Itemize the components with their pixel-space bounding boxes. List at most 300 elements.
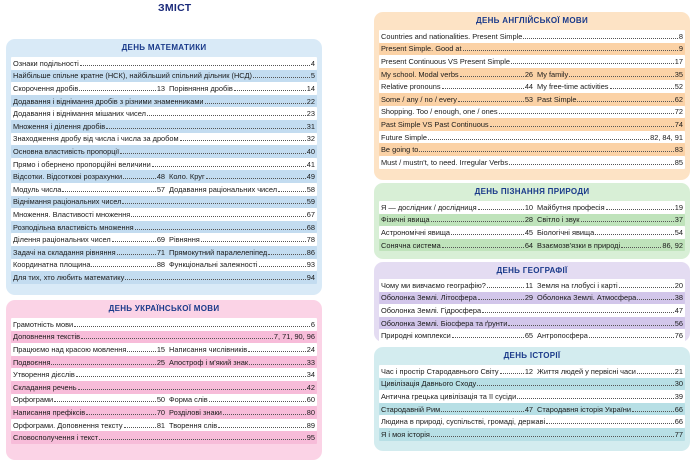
entry-title: Орфограми xyxy=(13,395,54,405)
entry-page: 59 xyxy=(306,197,315,207)
toc-entry[interactable] xyxy=(379,279,535,292)
toc-entry[interactable] xyxy=(11,259,167,272)
entry-page: 28 xyxy=(524,215,534,225)
entry-title: Relative pronouns xyxy=(381,82,441,92)
entry-title: Складання речень xyxy=(13,382,77,392)
toc-row xyxy=(379,156,685,169)
toc-entry[interactable] xyxy=(379,292,535,305)
dot-leader xyxy=(123,178,156,179)
toc-entry[interactable] xyxy=(11,406,167,419)
toc-entry[interactable] xyxy=(11,381,317,394)
dot-leader xyxy=(205,103,306,104)
toc-row xyxy=(11,356,317,369)
entry-title: Відсотки. Відсоткові розрахунки xyxy=(13,172,123,182)
toc-row xyxy=(11,133,317,146)
entry-page: 35 xyxy=(674,69,683,79)
entry-title: Прямокутний паралелепіпед xyxy=(169,247,268,257)
toc-row xyxy=(11,145,317,158)
entry-page: 53 xyxy=(524,94,534,104)
dot-leader xyxy=(249,364,306,365)
dot-leader xyxy=(80,65,310,66)
toc-row xyxy=(11,208,317,221)
entry-page: 17 xyxy=(674,56,683,66)
toc-entry[interactable] xyxy=(379,390,685,403)
toc-row xyxy=(11,381,317,394)
entry-title: Ділення раціональних чисел xyxy=(13,235,111,245)
toc-row xyxy=(11,170,317,183)
toc-entry[interactable] xyxy=(379,365,535,378)
toc-entry[interactable] xyxy=(379,378,685,391)
toc-entry[interactable] xyxy=(535,214,685,227)
entry-title: Астрономічні явища xyxy=(381,227,451,237)
entry-title: Some / any / no / every xyxy=(381,94,457,104)
toc-entry[interactable] xyxy=(11,70,317,83)
toc-row xyxy=(379,415,685,428)
entry-page: 82, 84, 91 xyxy=(650,132,683,142)
entry-title: Антична грецька цивілізація та її сусіди xyxy=(381,391,517,401)
toc-entry[interactable] xyxy=(11,95,317,108)
dot-leader xyxy=(152,166,306,167)
toc-entry[interactable] xyxy=(11,170,167,183)
dot-leader xyxy=(589,337,674,338)
toc-row xyxy=(11,318,317,331)
entry-page: 20 xyxy=(674,280,683,290)
toc-entry[interactable] xyxy=(11,246,167,259)
toc-entry[interactable] xyxy=(11,318,317,331)
entry-title: My free-time activities xyxy=(537,82,609,92)
entry-title: Антропосфера xyxy=(537,331,588,341)
dot-leader xyxy=(206,178,306,179)
entry-page: 7, 71, 90, 96 xyxy=(273,332,315,342)
entry-title: Біологічні явища xyxy=(537,227,595,237)
dot-leader xyxy=(91,266,155,267)
toc-row xyxy=(379,279,685,292)
toc-row xyxy=(379,390,685,403)
toc-row xyxy=(11,221,317,234)
toc-row xyxy=(11,82,317,95)
toc-row xyxy=(11,95,317,108)
dot-leader xyxy=(127,351,155,352)
toc-entry[interactable] xyxy=(11,419,167,432)
entry-page: 66 xyxy=(674,417,683,427)
entry-title: Віднімання раціональних чисел xyxy=(13,197,122,207)
entry-page: 5 xyxy=(310,71,315,81)
toc-entry[interactable] xyxy=(11,356,167,369)
toc-row xyxy=(379,292,685,305)
entry-page: 21 xyxy=(674,366,683,376)
toc-entry[interactable] xyxy=(11,107,317,120)
dot-leader xyxy=(117,254,156,255)
toc-entry[interactable] xyxy=(11,57,317,70)
dot-leader xyxy=(451,234,524,235)
entry-page: 95 xyxy=(306,433,315,443)
dot-leader xyxy=(508,325,673,326)
entry-title: Be going to xyxy=(381,145,419,155)
toc-entry[interactable] xyxy=(379,201,535,214)
toc-entry[interactable] xyxy=(535,279,685,292)
toc-entry[interactable] xyxy=(535,403,685,416)
dot-leader xyxy=(569,76,673,77)
toc-row xyxy=(11,246,317,259)
toc-entry[interactable] xyxy=(535,239,685,252)
dot-leader xyxy=(442,247,524,248)
entry-page: 70 xyxy=(156,407,166,417)
entry-page: 76 xyxy=(674,331,683,341)
toc-entry[interactable] xyxy=(379,118,685,131)
toc-entry[interactable] xyxy=(379,80,535,93)
entry-title: Фізичні явища xyxy=(381,215,430,225)
section-title: ДЕНЬ ПІЗНАННЯ ПРИРОДИ xyxy=(474,187,590,196)
toc-entry[interactable] xyxy=(11,183,167,196)
section-hist xyxy=(374,347,690,451)
entry-page: 54 xyxy=(674,227,683,237)
toc-row xyxy=(11,343,317,356)
toc-row xyxy=(11,259,317,272)
toc-row xyxy=(11,196,317,209)
entry-title: Земля на глобусі і карті xyxy=(537,280,618,290)
toc-row xyxy=(379,304,685,317)
entry-title: Present Continuous VS Present Simple xyxy=(381,56,510,66)
entry-title: Людина в природі, суспільстві, громаді, державі xyxy=(381,417,546,427)
dot-leader xyxy=(124,427,156,428)
toc-entry[interactable] xyxy=(11,331,317,344)
section-geo xyxy=(374,262,690,342)
section-title: ДЕНЬ АНГЛІЙСЬКОЇ МОВИ xyxy=(475,16,589,25)
section-title: ДЕНЬ ІСТОРІЇ xyxy=(503,351,561,360)
toc-row xyxy=(379,329,685,342)
toc-entry[interactable] xyxy=(379,55,685,68)
entry-page: 22 xyxy=(306,96,315,106)
dot-leader xyxy=(209,401,306,402)
dot-leader xyxy=(223,414,306,415)
toc-row xyxy=(11,183,317,196)
entry-page: 88 xyxy=(156,260,166,270)
toc-row xyxy=(379,365,685,378)
toc-entry[interactable] xyxy=(379,329,535,342)
dot-leader xyxy=(621,247,661,248)
entry-page: 25 xyxy=(156,357,166,367)
entry-title: Present Simple. Good at xyxy=(381,44,462,54)
toc-entry[interactable] xyxy=(379,106,685,119)
entry-title: Природні комплекси xyxy=(381,331,451,341)
toc-entry[interactable] xyxy=(379,143,685,156)
entry-page: 39 xyxy=(674,391,683,401)
toc-entry[interactable] xyxy=(11,120,317,133)
toc-entry[interactable] xyxy=(11,82,167,95)
dot-leader xyxy=(482,312,674,313)
entry-title: Чому ми вивчаємо географію? xyxy=(381,280,486,290)
entry-title: Додавання раціональних чисел xyxy=(169,184,278,194)
toc-entry[interactable] xyxy=(379,428,685,441)
toc-entry[interactable] xyxy=(11,145,317,158)
toc-entry[interactable] xyxy=(167,394,317,407)
toc-entry[interactable] xyxy=(379,156,685,169)
dot-leader xyxy=(632,411,674,412)
entry-page: 12 xyxy=(524,366,534,376)
toc-entry[interactable] xyxy=(379,68,535,81)
entry-page: 44 xyxy=(524,82,534,92)
section-eng xyxy=(374,12,690,180)
toc-entry[interactable] xyxy=(379,415,685,428)
entry-title: Життя людей у первісні часи xyxy=(537,366,636,376)
entry-title: Подвоєння xyxy=(13,357,51,367)
toc-entry[interactable] xyxy=(379,403,535,416)
entry-title: Орфограми. Доповнення тексту xyxy=(13,420,123,430)
entry-page: 80 xyxy=(306,407,315,417)
toc-row xyxy=(379,239,685,252)
entry-title: Форма слів xyxy=(169,395,208,405)
toc-entry[interactable] xyxy=(11,368,317,381)
entry-page: 67 xyxy=(306,209,315,219)
entry-page: 45 xyxy=(524,227,534,237)
dot-leader xyxy=(511,63,674,64)
entry-page: 9 xyxy=(678,44,683,54)
entry-page: 47 xyxy=(674,305,683,315)
entry-page: 37 xyxy=(674,215,683,225)
toc-entry[interactable] xyxy=(379,30,685,43)
dot-leader xyxy=(81,338,273,339)
toc-row xyxy=(11,394,317,407)
toc-row xyxy=(11,368,317,381)
dot-leader xyxy=(637,299,673,300)
entry-page: 11 xyxy=(525,280,534,290)
entry-page: 23 xyxy=(306,109,315,119)
entry-page: 71 xyxy=(156,247,166,257)
toc-entry[interactable] xyxy=(167,259,317,272)
toc-row xyxy=(11,431,317,444)
toc-entry[interactable] xyxy=(167,419,317,432)
toc-entry[interactable] xyxy=(11,431,317,444)
dot-leader xyxy=(441,411,524,412)
toc-entry[interactable] xyxy=(535,365,685,378)
entry-page: 74 xyxy=(674,119,683,129)
entry-title: Додавання і віднімання мішаних чисел xyxy=(13,109,146,119)
dot-leader xyxy=(86,414,156,415)
entry-page: 49 xyxy=(306,172,315,182)
entry-title: Рівняння xyxy=(169,235,200,245)
toc-entry[interactable] xyxy=(535,68,685,81)
toc-row xyxy=(11,120,317,133)
entry-page: 50 xyxy=(156,395,166,405)
entry-title: Функціональні залежності xyxy=(169,260,258,270)
entry-page: 14 xyxy=(306,83,315,93)
entry-page: 65 xyxy=(524,331,534,341)
toc-entry[interactable] xyxy=(11,208,317,221)
entry-title: Countries and nationalities. Present Simple xyxy=(381,31,523,41)
dot-leader xyxy=(268,254,306,255)
toc-entry[interactable] xyxy=(11,196,317,209)
dot-leader xyxy=(509,164,674,165)
toc-entry[interactable] xyxy=(11,343,167,356)
toc-entry[interactable] xyxy=(11,221,317,234)
dot-leader xyxy=(253,77,310,78)
entry-title: Творення слів xyxy=(169,420,218,430)
section-nature xyxy=(374,183,690,259)
entry-title: Оболонка Землі. Літосфера xyxy=(381,293,477,303)
toc-row xyxy=(379,68,685,81)
dot-leader xyxy=(595,234,674,235)
dot-leader xyxy=(428,139,649,140)
dot-leader xyxy=(131,216,305,217)
dot-leader xyxy=(500,373,524,374)
toc-entry[interactable] xyxy=(167,343,317,356)
entry-title: Оболонка Землі. Атмосфера xyxy=(537,293,637,303)
dot-leader xyxy=(120,153,306,154)
entry-title: Розділові знаки xyxy=(169,407,222,417)
toc-row xyxy=(379,43,685,56)
entry-page: 15 xyxy=(156,344,166,354)
toc-entry[interactable] xyxy=(167,82,317,95)
toc-entry[interactable] xyxy=(379,214,535,227)
entry-title: Додавання і віднімання дробів з різними знаменниками xyxy=(13,96,204,106)
toc-row xyxy=(379,55,685,68)
dot-leader xyxy=(581,221,674,222)
toc-entry[interactable] xyxy=(11,271,317,284)
toc-entry[interactable] xyxy=(11,233,167,246)
entry-title: Апостроф і м'який знак xyxy=(169,357,249,367)
entry-title: Працюємо над красою мовлення xyxy=(13,344,127,354)
entry-title: Past Simple xyxy=(537,94,577,104)
dot-leader xyxy=(112,241,156,242)
entry-title: Ознаки подільності xyxy=(13,58,79,68)
entry-title: Стародавня історія України xyxy=(537,404,631,414)
entry-title: Shopping. Too / enough, one / ones xyxy=(381,107,498,117)
toc-row xyxy=(379,317,685,330)
dot-leader xyxy=(463,50,678,51)
entry-page: 52 xyxy=(674,82,683,92)
entry-page: 8 xyxy=(678,31,683,41)
dot-leader xyxy=(431,436,674,437)
entry-page: 48 xyxy=(156,172,166,182)
toc-entry[interactable] xyxy=(535,226,685,239)
dot-leader xyxy=(62,191,155,192)
entry-page: 94 xyxy=(306,272,315,282)
dot-leader xyxy=(478,299,524,300)
dot-leader xyxy=(610,88,674,89)
entry-title: Найбільше спільне кратне (НСК), найбільший спільний дільник (НСД) xyxy=(13,71,252,81)
toc-entry[interactable] xyxy=(535,329,685,342)
toc-entry[interactable] xyxy=(379,317,685,330)
dot-leader xyxy=(78,389,306,390)
toc-entry[interactable] xyxy=(167,183,317,196)
entry-title: My family xyxy=(537,69,569,79)
toc-entry[interactable] xyxy=(11,394,167,407)
entry-page: 26 xyxy=(524,69,534,79)
entry-page: 60 xyxy=(306,395,315,405)
entry-page: 72 xyxy=(674,107,683,117)
toc-entry[interactable] xyxy=(379,226,535,239)
toc-entry[interactable] xyxy=(167,406,317,419)
dot-leader xyxy=(201,241,306,242)
dot-leader xyxy=(442,88,524,89)
toc-row xyxy=(11,57,317,70)
entry-page: 58 xyxy=(306,184,315,194)
toc-row xyxy=(379,131,685,144)
toc-entry[interactable] xyxy=(379,131,685,144)
entry-page: 24 xyxy=(306,344,315,354)
toc-row xyxy=(11,419,317,432)
toc-row xyxy=(11,271,317,284)
toc-entry[interactable] xyxy=(379,239,535,252)
dot-leader xyxy=(619,287,674,288)
entry-page: 81 xyxy=(156,420,166,430)
dot-leader xyxy=(125,279,305,280)
toc-entry[interactable] xyxy=(379,93,535,106)
dot-leader xyxy=(577,101,673,102)
dot-leader xyxy=(54,401,156,402)
entry-title: Для тих, хто любить математику xyxy=(13,272,125,282)
toc-row xyxy=(379,106,685,119)
dot-leader xyxy=(218,427,306,428)
entry-title: Я — дослідник / дослідниця xyxy=(381,202,477,212)
toc-entry[interactable] xyxy=(379,43,685,56)
dot-leader xyxy=(278,191,306,192)
toc-entry[interactable] xyxy=(11,133,317,146)
dot-leader xyxy=(546,423,674,424)
toc-entry[interactable] xyxy=(167,170,317,183)
entry-title: Розподільна властивість множення xyxy=(13,222,134,232)
dot-leader xyxy=(122,203,305,204)
section-title: ДЕНЬ УКРАЇНСЬКОЇ МОВИ xyxy=(108,304,220,313)
entry-title: Написання префіксів xyxy=(13,407,86,417)
entry-page: 57 xyxy=(156,184,166,194)
dot-leader xyxy=(517,398,674,399)
toc-entry[interactable] xyxy=(535,201,685,214)
toc-entry[interactable] xyxy=(535,93,685,106)
entry-page: 77 xyxy=(674,429,683,439)
dot-leader xyxy=(74,326,310,327)
toc-entry[interactable] xyxy=(535,292,685,305)
section-title: ДЕНЬ МАТЕМАТИКИ xyxy=(121,43,207,52)
toc-row xyxy=(11,107,317,120)
toc-entry[interactable] xyxy=(535,80,685,93)
toc-row xyxy=(379,226,685,239)
toc-entry[interactable] xyxy=(167,356,317,369)
toc-row xyxy=(11,406,317,419)
dot-leader xyxy=(259,266,306,267)
dot-leader xyxy=(419,151,673,152)
toc-row xyxy=(379,428,685,441)
toc-entry[interactable] xyxy=(379,304,685,317)
entry-title: Скорочення дробів xyxy=(13,83,79,93)
toc-entry[interactable] xyxy=(11,158,317,171)
entry-title: Світло і звук xyxy=(537,215,580,225)
entry-title: Future Simple xyxy=(381,132,428,142)
entry-title: Основна властивість пропорції xyxy=(13,146,120,156)
entry-page: 30 xyxy=(674,379,683,389)
dot-leader xyxy=(458,101,524,102)
entry-page: 32 xyxy=(306,134,315,144)
entry-title: Майбутня професія xyxy=(537,202,605,212)
entry-title: My school. Modal verbs xyxy=(381,69,459,79)
entry-page: 93 xyxy=(306,260,315,270)
section-math xyxy=(6,39,322,295)
dot-leader xyxy=(248,351,306,352)
dot-leader xyxy=(523,38,678,39)
entry-page: 41 xyxy=(306,159,315,169)
entry-title: Порівняння дробів xyxy=(169,83,233,93)
toc-entry[interactable] xyxy=(167,233,317,246)
toc-row xyxy=(379,201,685,214)
toc-row xyxy=(11,70,317,83)
toc-row xyxy=(379,378,685,391)
entry-title: Грамотність мови xyxy=(13,319,74,329)
entry-page: 86 xyxy=(306,247,315,257)
toc-row xyxy=(379,143,685,156)
toc-entry[interactable] xyxy=(167,246,317,259)
entry-page: 29 xyxy=(524,293,534,303)
toc-row xyxy=(11,158,317,171)
